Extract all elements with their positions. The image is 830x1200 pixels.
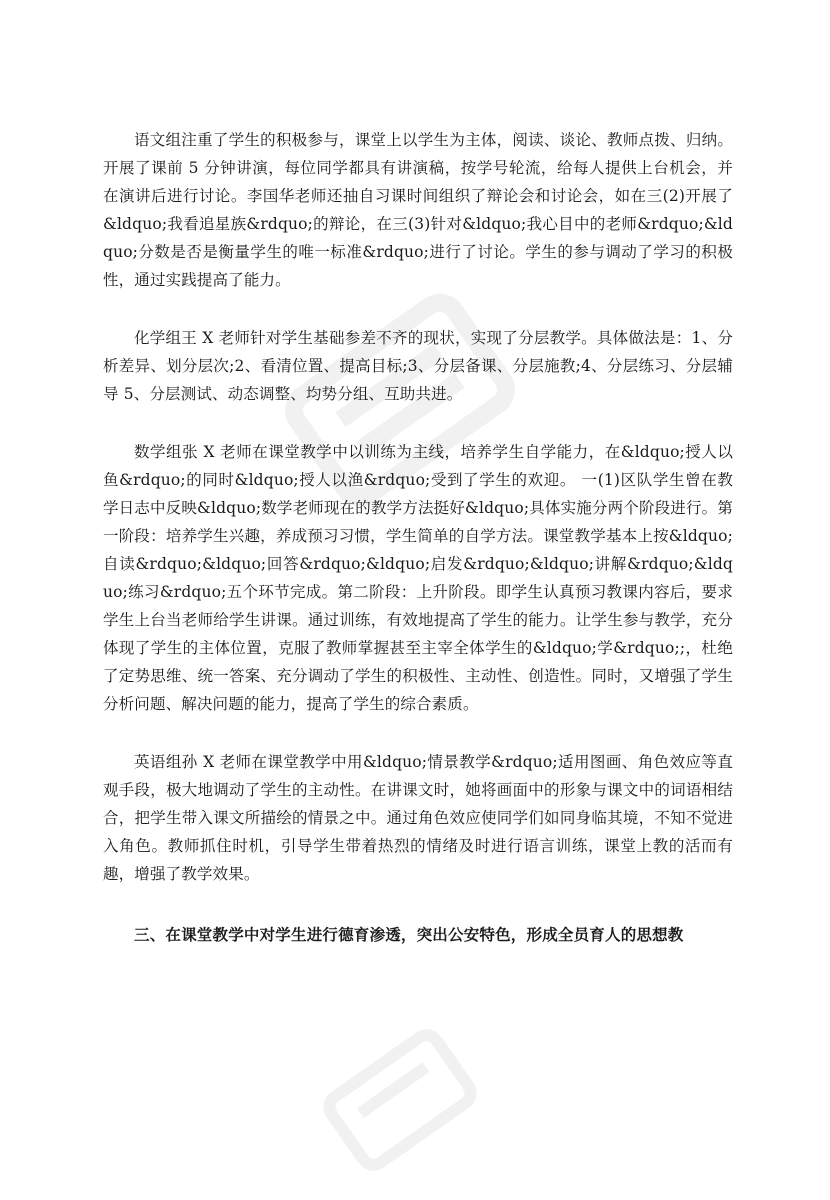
paragraph-chemistry-group: 化学组王 X 老师针对学生基础参差不齐的现状，实现了分层教学。具体做法是：1、分析差异、划分层次;2、看清位置、提高目标;3、分层备课、分层施教;4、分层练习、分层辅导 5、分层测试、动态调整、均势分组、互助共进。 <box>103 329 733 403</box>
document-body <box>103 126 733 949</box>
watermark-icon <box>300 1000 500 1200</box>
paragraph-math-group: 数学组张 X 老师在课堂教学中以训练为主线，培养学生自学能力，在&ldquo;授人以鱼&rdquo;的同时&ldquo;授人以渔&rdquo;受到了学生的欢迎。 一(1)区队学生曾在教学日志中反映&ldquo;数学老师现在的教学方法挺好&ldquo;具体实施分两个阶段进行。第一阶段：培养学生兴趣，养成预习习惯，学生简单的自学方法。课堂教学基本上按&ldquo;自读&rdquo;&ldquo;回答&rdquo;&ldquo;启发&rdquo;&ldquo;讲解&rdquo;&ldquo;练习&rdquo;五个环节完成。第二阶段：上升阶段。即学生认真预习教课内容后，要求学生上台当老师给学生讲课。通过训练，有效地提高了学生的能力。让学生参与教学，充分体现了学生的主体位置，克服了教师掌握甚至主宰全体学生的&ldquo;学&rdquo;;，杜绝了定势思维、统一答案、充分调动了学生的积极性、主动性、创造性。同时，又增强了学生分析问题、解决问题的能力，提高了学生的综合素质。 <box>103 443 733 713</box>
paragraph-english-group: 英语组孙 X 老师在课堂教学中用&ldquo;情景教学&rdquo;适用图画、角色效应等直观手段，极大地调动了学生的主动性。在讲课文时，她将画面中的形象与课文中的词语相结合，把学生带入课文所描绘的情景之中。通过角色效应使同学们如同身临其境，不知不觉进入角色。教师抓住时机，引导学生带着热烈的情绪及时进行语言训练，课堂上教的活而有趣，增强了教学效果。 <box>103 753 733 883</box>
paragraph-chinese-group: 语文组注重了学生的积极参与，课堂上以学生为主体，阅读、谈论、教师点拨、归纳。开展了课前 5 分钟讲演，每位同学都具有讲演稿，按学号轮流，给每人提供上台机会，并在演讲后进行讨论。李国华老师还抽自习课时间组织了辩论会和讨论会，如在三(2)开展了&ldquo;我看追星族&rdquo;的辩论，在三(3)针对&ldquo;我心目中的老师&rdquo;&ldquo;分数是否是衡量学生的唯一标准&rdquo;进行了讨论。学生的参与调动了学习的积极性，通过实践提高了能力。 <box>103 131 733 289</box>
section-heading: 三、在课堂教学中对学生进行德育渗透，突出公安特色，形成全员育人的思想教 <box>134 925 684 944</box>
